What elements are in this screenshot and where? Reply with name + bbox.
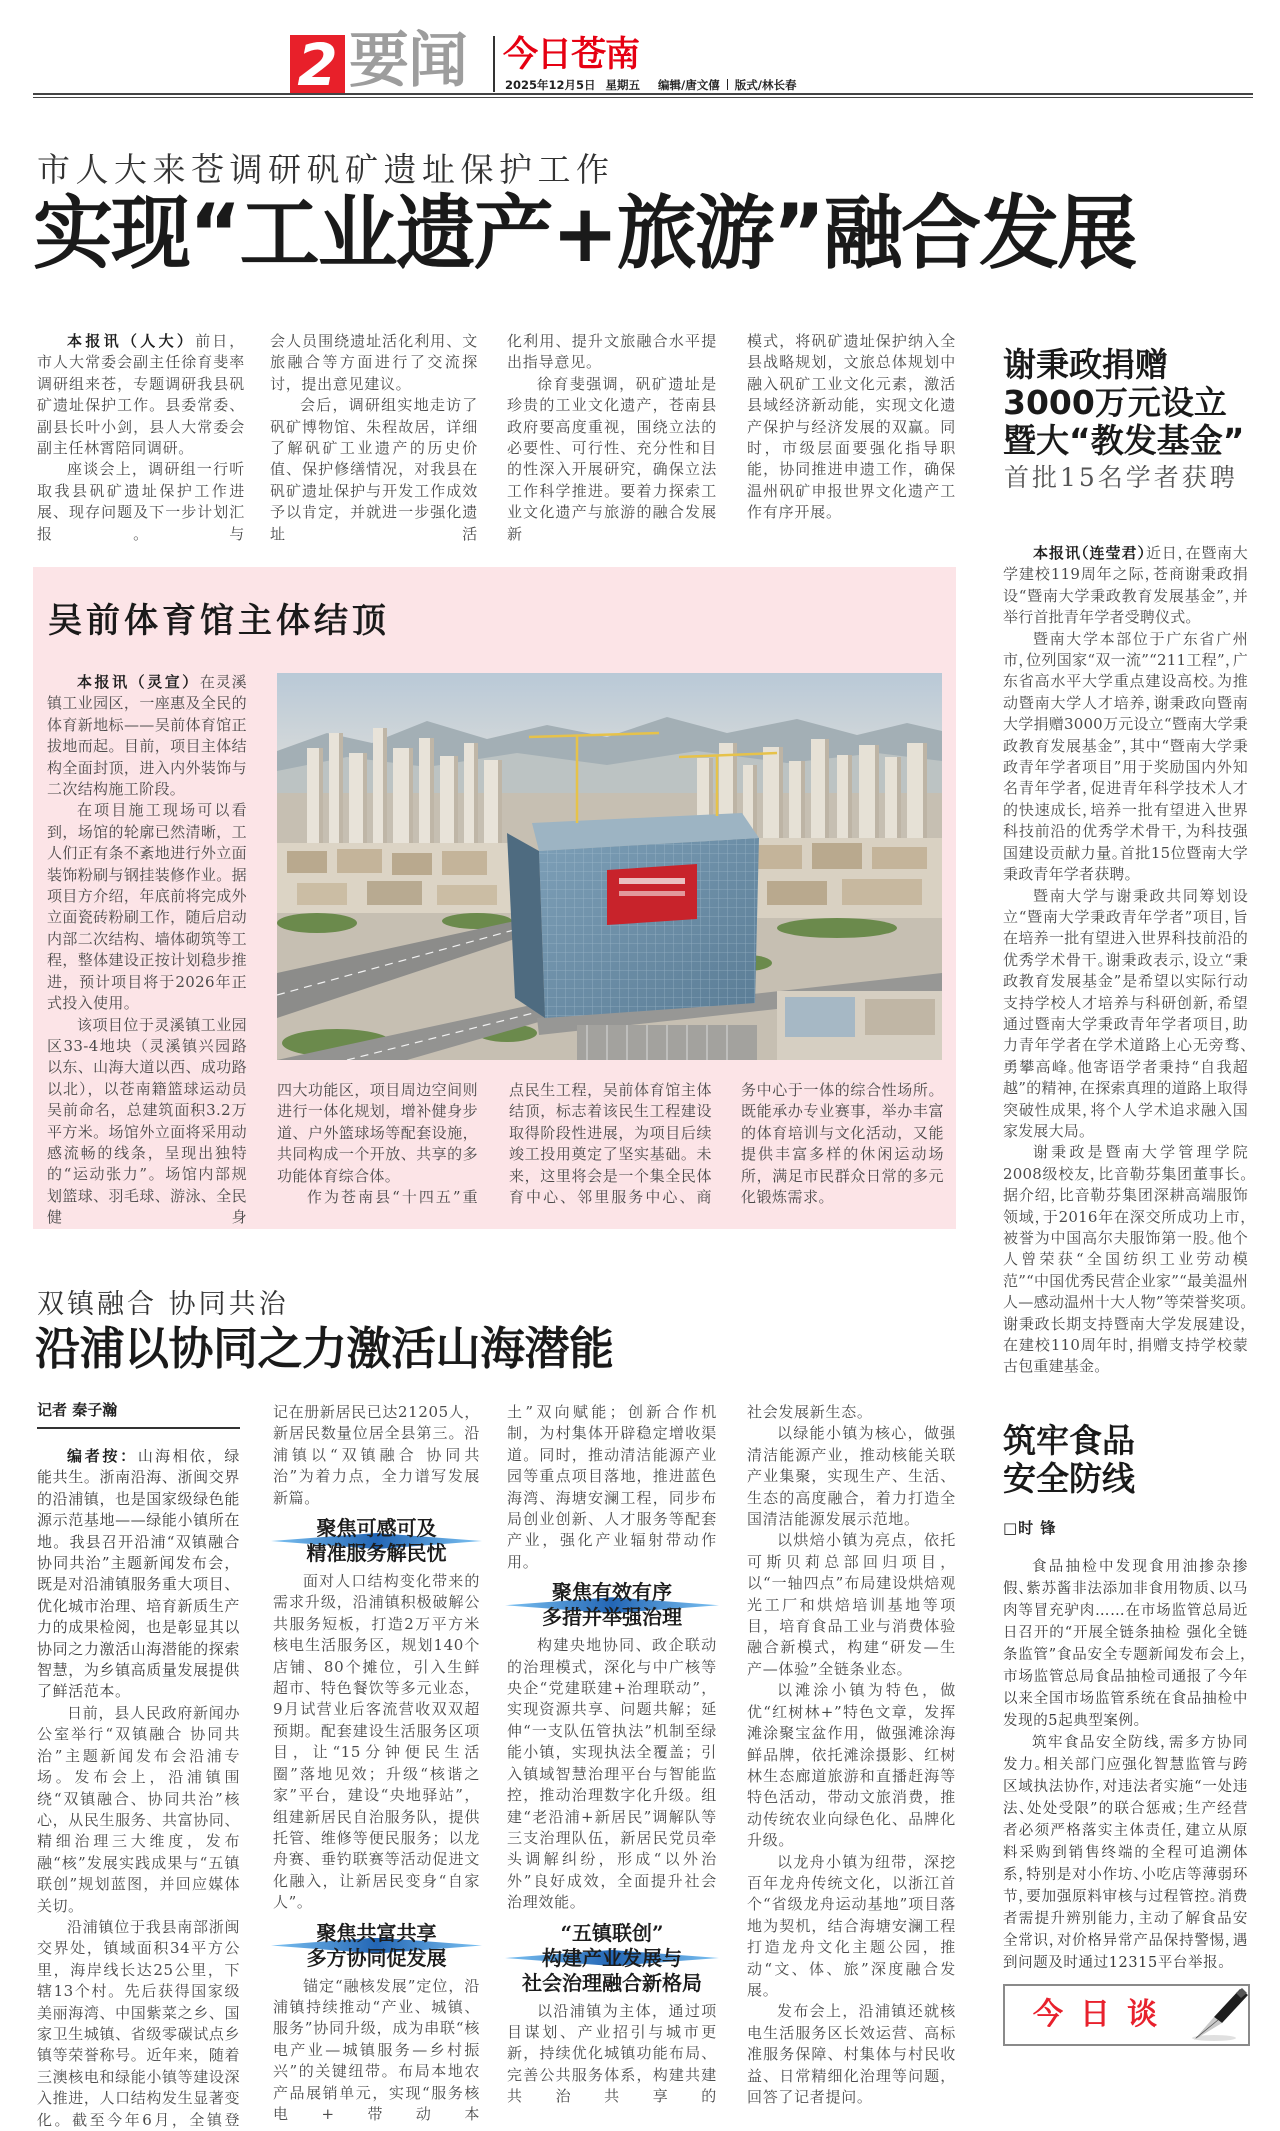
article-paragraph	[747, 331, 956, 524]
article-paragraph	[507, 1635, 717, 1913]
article-paragraph	[270, 331, 478, 395]
header-divider	[493, 36, 495, 92]
paragraph-text: 点民生工程，吴前体育馆主体结顶，标志着该民生工程建设取得阶段性进展，为项目后续竣工投用奠定了坚实基础。未来，这里将会是一个集全民体育中心、邻里服务中心、商	[509, 1081, 712, 1207]
article-paragraph	[747, 2001, 956, 2108]
paragraph-text: 作为苍南县“十四五”重	[307, 1188, 478, 1207]
paragraph-text: 筑牢食品安全防线，需多方协同发力。相关部门应强化智慧监管与跨区域执法协作，对违法者实施“一处违法、处处受限”的联合惩戒；生产经营者必须严格落实主体责任，建立从原料采购到销售终端的全程可追溯体系，特别是对小作坊、小吃店等薄弱环节，要加强原料审核与过程管控。消费者需提升辨别能力，主动了解食品安全常识，对价格异常产品保持警惕，遇到问题及时通过12315平台举报。	[1003, 1735, 1248, 1971]
lead-article-column	[270, 331, 478, 545]
paragraph-text: 构建央地协同、政企联动的治理模式，深化与中广核等央企“党建联建+治理联动”，实现资源共享、问题共解；延伸“一支队伍管执法”机制至绿能小镇，实现执法全覆盖；引入镇域智慧治理平台与智能监控，推动治理数字化升级。组建“老沿浦+新居民”调解队等三支治理队伍，新居民党员牵头调解纠纷，形成“以外治外”良好成效，全面提升社会治理效能。	[507, 1636, 717, 1912]
dateline-lead: 编者按：	[67, 1447, 138, 1465]
article-paragraph	[747, 1402, 956, 1423]
paragraph-text: 会人员围绕遗址活化利用、文旅融合等方面进行了交流探讨，提出意见建议。	[270, 332, 478, 393]
donation-headline-line: 谢秉政捐赠	[1003, 345, 1168, 384]
header-dateline	[505, 79, 802, 92]
issue-date: 2025年12月5日	[505, 78, 596, 92]
sports-article-headline: 吴前体育馆主体结顶	[48, 601, 390, 641]
paragraph-text: 化利用、提升文旅融合水平提出指导意见。	[507, 332, 717, 372]
article-paragraph	[37, 1917, 240, 2131]
paragraph-text: 暨南大学本部位于广东省广州市，位列国家“双一流”“211工程”，广东省高水平大学重点建设高校。为推动暨南大学人才培养，谢秉政向暨南大学捐赠3000万元设立“暨南大学秉政教育发展基金”，其中“暨南大学秉政青年学者项目”用于奖励国内外知名青年学者，促进青年科学技术人才的快速成长，培养一批有望进入世界科技前沿的优秀学术骨干，为科技强国建设贡献力量。首批15位暨南大学秉政青年学者获聘。	[1003, 629, 1248, 884]
reporter-byline: 记者 秦子瀚	[37, 1401, 118, 1419]
article-paragraph	[1003, 1732, 1248, 1974]
paragraph-text: 以龙舟小镇为纽带，深挖百年龙舟传统文化，以浙江首个“省级龙舟运动基地”项目落地为契机，结合海塘安澜工程打造龙舟文化主题公园，推动“文、体、旅”深度融合发展。	[747, 1852, 956, 1999]
editor-note-paragraph	[37, 1446, 240, 1703]
article-paragraph	[37, 459, 245, 545]
construction-site-photo	[277, 673, 942, 1060]
paragraph-text: 以绿能小镇为核心，做强清洁能源产业，推动核能关联产业集聚，实现生产、生活、生态的高度融合，着力打造全国清洁能源发展示范地。	[747, 1424, 956, 1529]
paragraph-text: 四大功能区，项目周边空间则进行一体化规划，增补健身步道、户外篮球场等配套设施，共同构成一个开放、共享的多功能体育综合体。	[277, 1081, 478, 1185]
article-paragraph	[747, 1852, 956, 2002]
commentary-headline-line: 安全防线	[1003, 1459, 1135, 1498]
layout-credit: 版式/林长春	[734, 78, 797, 92]
article-paragraph	[747, 1423, 956, 1530]
paragraph-text: 近日，在暨南大学建校119周年之际，苍商谢秉政捐设“暨南大学秉政教育发展基金”，并举行首批青年学者受聘仪式。	[1003, 544, 1248, 627]
article-paragraph	[37, 331, 245, 459]
article-paragraph	[270, 395, 478, 545]
paragraph-text: 暨南大学与谢秉政共同筹划设立“暨南大学秉政青年学者”项目，旨在培养一批有望进入世界科技前沿的优秀学术骨干。谢秉政表示，设立“秉政教育发展基金”是希望以实际行动支持学校人才培养与科研创新，希望通过暨南大学秉政青年学者项目，助力青年学者在学术道路上心无旁骛、勇攀高峰。他寄语学者秉持“自我超越”的精神，在探索真理的道路上取得突破性成果，将个人学术追求融入国家发展大局。	[1003, 886, 1248, 1140]
paragraph-text: 该项目位于灵溪镇工业园区33-4地块（灵溪镇兴园路以东、山海大道以西、成功路以北），以苍南籍篮球运动员吴前命名，总建筑面积3.2万平方米。场馆外立面将采用动感流畅的线条，呈现出独特的“运动张力”。场馆内部规划篮球、羽毛球、游泳、全民健身	[47, 1015, 247, 1227]
paragraph-text: 山海相依，绿能共生。浙南沿海、浙闽交界的沿浦镇，也是国家级绿色能源示范基地——绿能小镇所在地。我县召开沿浦“双镇融合 协同共治”主题新闻发布会，既是对沿浦镇服务重大项目、优化城市治理、培育新质生产力的成果检阅，也是彰显其以协同之力激活山海潜能的探索智慧，为乡镇高质量发展提供了鲜活范本。	[37, 1447, 240, 1701]
sports-article-column	[741, 1080, 944, 1208]
credit-separator	[727, 79, 728, 90]
subheading-line: 构建产业发展与	[542, 1945, 682, 1970]
article-paragraph	[273, 1402, 480, 1509]
article-paragraph	[47, 672, 247, 800]
article-paragraph	[273, 1571, 480, 1914]
dateline-lead: 本报讯（连莹君）	[1033, 544, 1147, 562]
article-paragraph	[1003, 543, 1248, 629]
article-paragraph	[747, 1530, 956, 1680]
donation-headline-line: 3000万元设立	[1003, 383, 1227, 422]
issue-weekday: 星期五	[605, 78, 641, 92]
paragraph-text: 模式，将矾矿遗址保护纳入全县战略规划，文旅总体规划中融入矾矿工业文化元素，激活县域经济新动能，实现文化遗产保护与经济发展的双赢。同时，市级层面要强化指导职能，协同推进申遗工作，确保温州矾矿申报世界文化遗产工作有序开展。	[747, 332, 956, 522]
article-paragraph	[1003, 629, 1248, 886]
paragraph-text: 社会发展新生态。	[747, 1403, 873, 1421]
paragraph-text: 沿浦镇位于我县南部浙闽交界处，镇域面积34平方公里，海岸线长达25公里，下辖13个村。先后获得国家级美丽海湾、中国紫菜之乡、国家卫生城镇、省级零碳试点乡镇等荣誉称号。近年来，随着三澳核电和绿能小镇等建设深入推进，人口结构发生显著变化。截至今年6月，全镇登	[37, 1917, 240, 2129]
photo-sports-hall-building	[507, 813, 759, 1018]
paragraph-text: 以烘焙小镇为亮点，依托可斯贝莉总部回归项目，以“一轴四点”布局建设烘焙观光工厂和烘焙培训基地等项目，培育食品工业与消费体验融合新模式，构建“研发—生产—体验”全链条业态。	[747, 1531, 956, 1678]
paragraph-text: 务中心于一体的综合性场所。既能承办专业赛事，举办丰富的体育培训与文化活动，又能提供丰富多样的休闲运动场所，满足市民群众日常的多元化锻炼需求。	[741, 1081, 944, 1207]
yanpu-article-kicker: 双镇融合 协同共治	[37, 1289, 289, 1320]
lead-article-kicker: 市人大来苍调研矾矿遗址保护工作	[37, 150, 615, 189]
donation-article-column	[1003, 543, 1248, 1378]
article-paragraph	[47, 800, 247, 1014]
subheading-line: 聚焦有效有序	[552, 1580, 672, 1605]
paragraph-text: 徐育斐强调，矾矿遗址是珍贵的工业文化遗产，苍南县政府要高度重视，围绕立法的必要性、可行性、充分性和目的性深入开展研究，确保立法工作科学推进。要着力探索工业文化遗产与旅游的融合发展新	[507, 374, 717, 543]
article-paragraph	[741, 1080, 944, 1208]
right-column	[1003, 346, 1250, 2046]
paragraph-text: 食品抽检中发现食用油掺杂掺假、紫苏酱非法添加非食用物质、以马肉等冒充驴肉……在市场监管总局近日召开的“开展全链条抽检 强化全链条监管”食品安全专题新闻发布会上，市场监管总局食品抽检司通报了今年以来全国市场监管系统在食品抽检中发现的5起典型案例。	[1003, 1559, 1248, 1729]
paragraph-text: 面对人口结构变化带来的需求升级，沿浦镇积极破解公共服务短板，打造2万平方米核电生活服务区，规划140个店铺、80个摊位，引入生鲜超市、特色餐饮等多元业态，9月试营业后客流营收双双超预期。配套建设生活服务区项目，让“15分钟便民生活圈”落地见效；升级“核谐之家”平台，建设“央地驿站”，组建新居民自治服务队，提供托管、维修等便民服务；以龙舟赛、垂钓联赛等活动促进文化融入，让新居民变身“自家人”。	[273, 1572, 480, 1912]
paragraph-text: 前日，市人大常委会副主任徐育斐率调研组来苍，专题调研我县矾矿遗址保护工作。县委常委、副县长叶小剑，县人大常委会副主任林霄陪同调研。	[37, 332, 245, 458]
article-paragraph	[277, 1187, 478, 1208]
yanpu-article-column	[37, 1446, 240, 2131]
yanpu-article-column	[273, 1402, 480, 2125]
donation-headline-line: 暨大“教发基金”	[1003, 421, 1245, 460]
article-paragraph	[509, 1080, 712, 1208]
lead-article-column	[37, 331, 245, 545]
paragraph-text: 日前，县人民政府新闻办公室举行“双镇融合 协同共治”主题新闻发布会沿浦专场。发布会上，沿浦镇围绕“双镇融合、协同共治”核心，从民生服务、共富协同、精细治理三大维度，发布融“核”发展实践成果与“五镇联创”规划蓝图，并回应媒体关切。	[37, 1703, 240, 1915]
paragraph-text: 在灵溪镇工业园区，一座惠及全民的体育新地标——吴前体育馆正拔地而起。目前，项目主体结构全面封顶，进入内外装饰与二次结构施工阶段。	[47, 673, 247, 799]
paragraph-text: 发布会上，沿浦镇还就核电生活服务区长效运营、高标准服务保障、村集体与村民收益、日常精细化治理等问题，回答了记者提问。	[747, 2002, 956, 2106]
paragraph-text: 谢秉政是暨南大学管理学院2008级校友，比音勒芬集团董事长。据介绍，比音勒芬集团深耕高端服饰领域，于2016年在深交所成功上市，被誉为中国高尔夫服饰第一股。他个人曾荣获“全国纺织工业劳动模范”“中国优秀民营企业家”“最美温州人—感动温州十大人物”等荣誉奖项。谢秉政长期支持暨南大学发展建设，在建校110周年时，捐赠支持学校蒙古包重建基金。	[1003, 1143, 1248, 1376]
lead-article-column	[747, 331, 956, 524]
subheading-line: 社会治理融合新格局	[522, 1970, 702, 1995]
byline-underline	[37, 1427, 240, 1429]
article-paragraph	[1003, 1556, 1248, 1732]
section-subheading	[273, 1516, 480, 1566]
paper-name: 今日苍南	[503, 35, 640, 75]
sports-article-column	[509, 1080, 712, 1208]
article-paragraph	[507, 374, 717, 545]
article-paragraph	[1003, 886, 1248, 1143]
paragraph-text: 土”双向赋能；创新合作机制，为村集体开辟稳定增收渠道。同时，推动清洁能源产业园等重点项目落地，推进蓝色海湾、海塘安澜工程，同步布局创业创新、人才服务等配套产业，强化产业辐射带动作用。	[507, 1403, 717, 1571]
commentary-column	[1003, 1556, 1248, 1974]
section-subheading	[507, 1921, 717, 1996]
lead-article-column	[507, 331, 717, 545]
subheading-line: 精准服务解民忧	[306, 1541, 447, 1566]
column-logo-box	[1003, 1984, 1250, 2046]
paragraph-text: 以滩涂小镇为特色，做优“红树林+”特色文章，发挥滩涂聚宝盆作用，做强滩涂海鲜品牌，依托滩涂摄影、红树林生态廊道旅游和直播赶海等特色活动，带动文旅消费，推动传统农业向绿色化、品牌化升级。	[747, 1681, 956, 1850]
subheading-line: 多措并举强治理	[542, 1605, 682, 1630]
header-double-rule	[33, 93, 1253, 98]
sports-article-column	[277, 1080, 478, 1208]
subheading-line: 聚焦可感可及	[316, 1516, 437, 1541]
paragraph-text: 会后，调研组实地走访了矾矿博物馆、朱程故居，详细了解矾矿工业遗产的历史价值、保护修缮情况，对我县在矾矿遗址保护与开发工作成效予以肯定，并就进一步强化遗址活	[270, 396, 478, 543]
yanpu-article-column	[507, 1402, 717, 2108]
yanpu-article-column	[747, 1402, 956, 2108]
page-number-badge: 2	[290, 35, 345, 93]
paragraph-text: 在项目施工现场可以看到，场馆的轮廓已然清晰，工人们正有条不紊地进行外立面装饰粉刷与钢挂装修作业。据项目方介绍，年底前将完成外立面瓷砖粉刷工作，随后启动内部二次结构、墙体砌筑等工程，整体建设正按计划稳步推进，预计项目将于2026年正式投入使用。	[47, 801, 247, 1013]
subheading-line: 聚焦共富共享	[316, 1920, 437, 1945]
article-paragraph	[507, 331, 717, 374]
article-paragraph	[277, 1080, 478, 1187]
paragraph-text: 以沿浦镇为主体，通过项目谋划、产业招引与城市更新，持续优化城镇功能布局、完善公共服务体系，构建共建共治共享的	[507, 2001, 717, 2106]
yanpu-article-headline: 沿浦以协同之力激活山海潜能	[35, 1322, 614, 1375]
sports-article-column	[47, 672, 247, 1229]
article-paragraph	[507, 2001, 717, 2108]
column-logo-text: 今日谈	[1033, 1997, 1174, 2032]
subheading-line: “五镇联创”	[560, 1920, 664, 1945]
section-subheading	[273, 1921, 480, 1971]
lead-article-headline: 实现“工业遗产+旅游”融合发展	[33, 187, 1136, 280]
editor-credit: 编辑/唐文僖	[658, 78, 720, 92]
article-paragraph	[1003, 1142, 1248, 1377]
section-subheading	[507, 1580, 717, 1630]
article-paragraph	[747, 1680, 956, 1851]
commentary-author: □时 锋	[1003, 1519, 1057, 1537]
article-paragraph	[507, 1402, 717, 1573]
commentary-headline-line: 筑牢食品	[1003, 1421, 1135, 1460]
subheading-line: 多方协同促发展	[306, 1945, 447, 1970]
paragraph-text: 座谈会上，调研组一行听取我县矾矿遗址保护工作进展、现存问题及下一步计划汇报。与	[37, 460, 245, 543]
fountain-pen-icon	[1184, 1986, 1248, 2044]
paragraph-text: 锚定“融核发展”定位，沿浦镇持续推动“产业、城镇、服务”协同升级，成为串联“核电产业—城镇服务—乡村振兴”的关键纽带。布局本地农产品展销单元，实现“服务核电+带动本	[273, 1976, 480, 2123]
article-paragraph	[47, 1015, 247, 1229]
paragraph-text: 记在册新居民已达21205人，新居民数量位居全县第三。沿浦镇以“双镇融合 协同共治”为着力点，全力谱写发展新篇。	[273, 1403, 480, 1507]
dateline-lead: 本报讯（灵宣）	[77, 673, 200, 691]
article-paragraph	[273, 1976, 480, 2126]
dateline-lead: 本报讯（人大）	[67, 332, 196, 350]
column-spacer	[1003, 1378, 1250, 1422]
donation-subheadline: 首批15名学者获聘	[1004, 463, 1238, 492]
section-title: 要闻	[349, 26, 467, 96]
article-paragraph	[37, 1703, 240, 1917]
